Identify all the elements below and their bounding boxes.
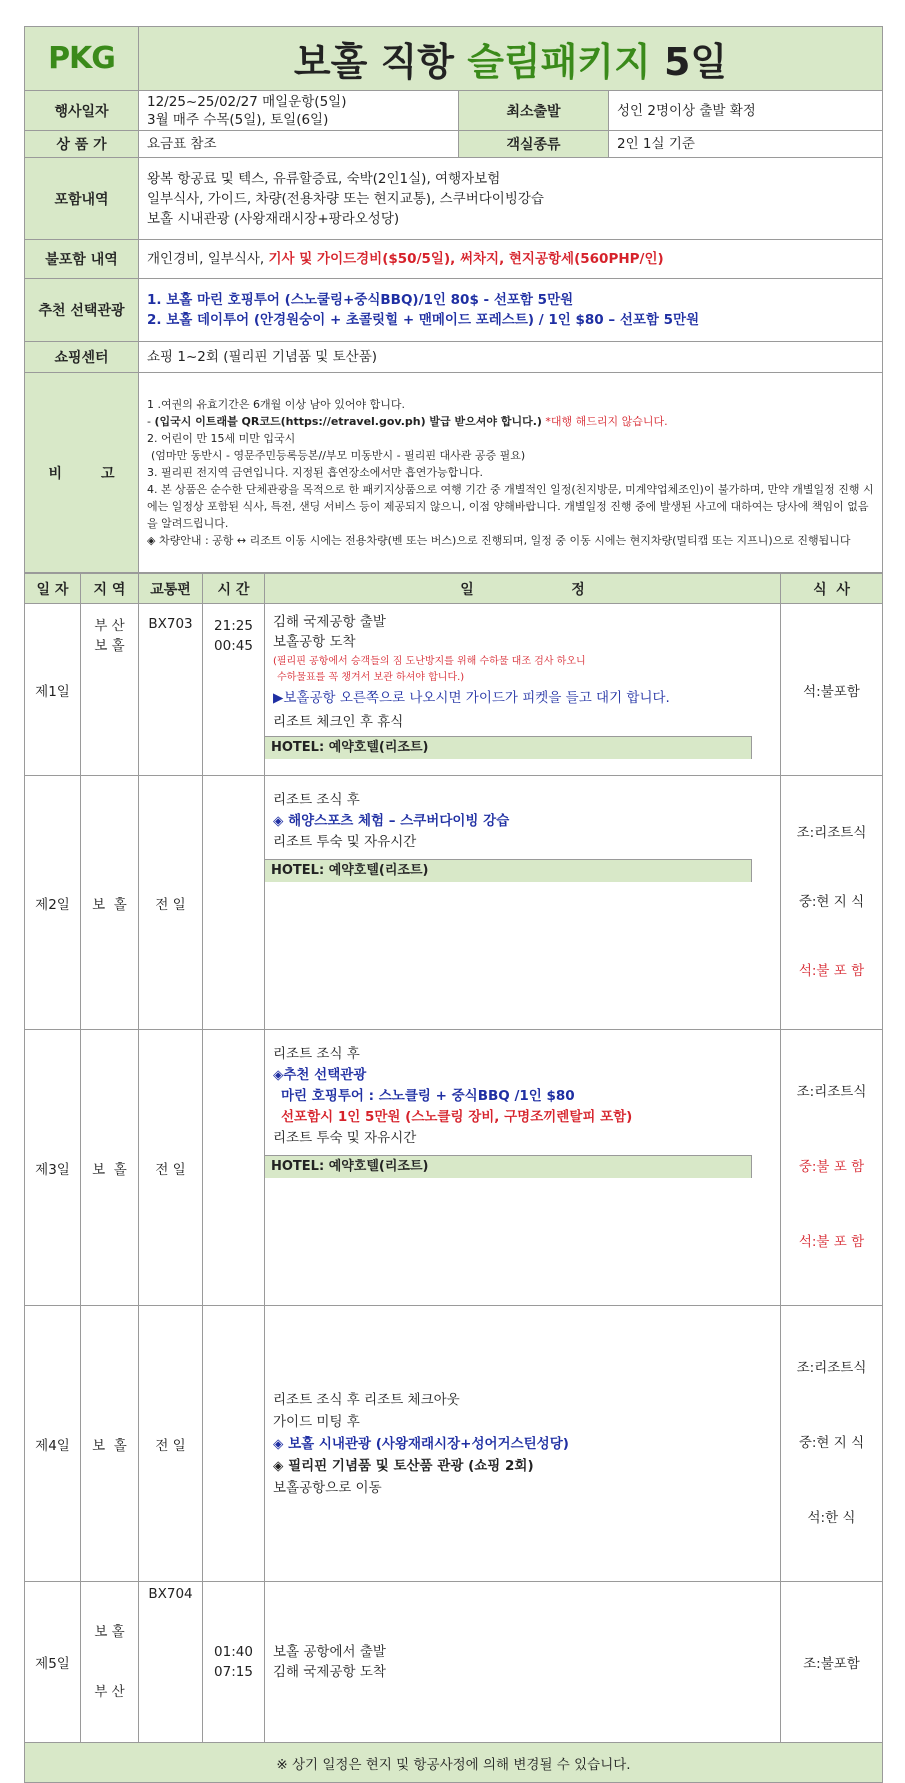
day-meal xyxy=(781,1306,883,1582)
dates-line2: 3월 매주 수목(5일), 토일(6일) xyxy=(147,111,329,128)
time-line: 21:25 xyxy=(214,618,253,634)
day-time xyxy=(203,776,265,1030)
included-line: 왕복 항공료 및 텍스, 유류할증료, 숙박(2인1실), 여행자보험 xyxy=(147,170,501,187)
shopping-label: 쇼핑센터 xyxy=(25,342,139,373)
itin-highlight: 선포함시 1인 5만원 (스노클링 장비, 구명조끼렌탈피 포함) xyxy=(281,1109,633,1125)
excluded-red: 기사 및 가이드경비($50/5일), 써차지, 현지공항세(560PHP/인) xyxy=(268,251,664,267)
day-transport: 전 일 xyxy=(139,776,203,1030)
day-row xyxy=(25,776,883,1030)
day-row xyxy=(25,1582,883,1743)
day-row xyxy=(25,1030,883,1306)
day-region: 보 홀 xyxy=(81,776,139,1030)
itin-highlight: 마린 호핑투어 : 스노클링 + 중식BBQ /1인 $80 xyxy=(281,1088,575,1104)
day-region xyxy=(81,604,139,776)
remark-2-red: *대행 해드리지 않습니다. xyxy=(541,415,668,428)
itin-line: 리조트 조식 후 리조트 체크아웃 xyxy=(273,1391,460,1408)
day-time xyxy=(203,1582,265,1743)
excluded-normal: 개인경비, 일부식사, xyxy=(147,251,269,267)
itin-note: (필리핀 공항에서 승객들의 짐 도난방지를 위해 수하물 대조 검사 하오니 xyxy=(273,656,586,667)
day-row xyxy=(25,1306,883,1582)
title-part1: 보홀 직항 xyxy=(293,40,468,84)
logo: PKG xyxy=(25,27,139,91)
region-line: 보 홀 xyxy=(94,638,125,654)
itin-highlight: ◈ 필리핀 기념품 및 토산품 관광 (쇼핑 2회) xyxy=(273,1457,534,1474)
day-label: 제5일 xyxy=(25,1582,81,1743)
page-title xyxy=(139,27,883,91)
col-region: 지 역 xyxy=(81,574,139,604)
remark-1: 1 .여권의 유효기간은 6개월 이상 남아 있어야 합니다. xyxy=(147,398,405,411)
day-itinerary xyxy=(265,604,781,776)
itin-line: 리조트 조식 후 xyxy=(273,792,360,808)
day-label: 제4일 xyxy=(25,1306,81,1582)
room-label: 객실종류 xyxy=(459,131,609,158)
remarks-label: 비 고 xyxy=(25,373,139,573)
day-transport: BX703 xyxy=(139,604,203,776)
shopping-value: 쇼핑 1~2회 (필리핀 기념품 및 토산품) xyxy=(139,342,883,373)
col-itinerary: 일 정 xyxy=(265,574,781,604)
itin-highlight: ◈추천 선택관광 xyxy=(273,1067,367,1083)
hotel-bar: HOTEL: 예약호텔(리조트) xyxy=(265,1155,752,1178)
excluded-label: 불포함 내역 xyxy=(25,240,139,279)
optional-value xyxy=(139,279,883,342)
day-transport: BX704 xyxy=(139,1582,203,1743)
day-itinerary xyxy=(265,776,781,1030)
itin-line: 보홀공항 도착 xyxy=(273,634,356,650)
remark-6: 4. 본 상품은 순수한 단체관광을 목적으로 한 패키지상품으로 여행 기간 중 개별적인 일정(친지방문, 미계약업체조인)이 불가하며, 만약 개별일정 진행 시에는 일정상 포함된 식사, 특전, 샌딩 서비스 등이 제공되지 않으니, 이점 양해바랍니다. 개별일정 진행 중에 발생된 사고에 대하여는 당사에 책임이 없음을 알려드립니다. xyxy=(147,483,874,530)
day-itinerary xyxy=(265,1582,781,1743)
itin-line: 리조트 조식 후 xyxy=(273,1046,360,1062)
title-part3: 5일 xyxy=(650,40,728,84)
day-meal xyxy=(781,1030,883,1306)
included-line: 보홀 시내관광 (사왕재래시장+팡라오성당) xyxy=(147,210,400,227)
hotel-bar: HOTEL: 예약호텔(리조트) xyxy=(265,859,752,882)
dates-label: 행사일자 xyxy=(25,91,139,131)
itin-line: 리조트 투숙 및 자유시간 xyxy=(273,834,417,850)
meal-line: 중:불 포 함 xyxy=(798,1159,865,1175)
region-line: 부 산 xyxy=(94,1684,125,1700)
excluded-value xyxy=(139,240,883,279)
included-line: 일부식사, 가이드, 차량(전용차량 또는 현지교통), 스쿠버다이빙강습 xyxy=(147,190,544,207)
day-meal xyxy=(781,776,883,1030)
time-line: 01:40 xyxy=(214,1644,253,1660)
schedule-table xyxy=(24,573,883,1783)
time-line: 00:45 xyxy=(214,638,253,654)
day-label: 제1일 xyxy=(25,604,81,776)
col-time: 시 간 xyxy=(203,574,265,604)
price-label: 상 품 가 xyxy=(25,131,139,158)
day-region: 보 홀 xyxy=(81,1030,139,1306)
day-row xyxy=(25,604,883,776)
remark-2-prefix: - xyxy=(147,415,155,428)
meal-line: 석:불 포 함 xyxy=(798,963,865,979)
col-transport: 교통편 xyxy=(139,574,203,604)
info-table xyxy=(24,26,883,573)
min-value: 성인 2명이상 출발 확정 xyxy=(609,91,883,131)
dates-line1: 12/25~25/02/27 매일운항(5일) xyxy=(147,93,347,110)
time-line: 07:15 xyxy=(214,1664,253,1680)
remark-2-bold: (입국시 이트래블 QR코드(https://etravel.gov.ph) 발급 받으셔야 합니다.) xyxy=(154,415,542,428)
dates-value xyxy=(139,91,459,131)
remark-5: 3. 필리핀 전지역 금연입니다. 지정된 흡연장소에서만 흡연가능합니다. xyxy=(147,466,483,479)
col-meal: 식 사 xyxy=(781,574,883,604)
title-part2: 슬림패키지 xyxy=(467,40,651,84)
meal-line: 조:리조트식 xyxy=(796,825,867,841)
room-value: 2인 1실 기준 xyxy=(609,131,883,158)
min-label: 최소출발 xyxy=(459,91,609,131)
day-meal: 조:불포함 xyxy=(781,1582,883,1743)
region-line: 보 홀 xyxy=(94,1624,125,1640)
optional-line: 1. 보홀 마린 호핑투어 (스노쿨링+중식BBQ)/1인 80$ - 선포함 5만원 xyxy=(147,292,574,308)
day-time xyxy=(203,1030,265,1306)
day-time xyxy=(203,604,265,776)
optional-line: 2. 보홀 데이투어 (안경원숭이 + 초콜릿힐 + 맨메이드 포레스트) / 1인 $80 – 선포함 5만원 xyxy=(147,312,700,328)
remark-3: 2. 어린이 만 15세 미만 입국시 xyxy=(147,432,296,445)
included-value xyxy=(139,158,883,240)
day-region xyxy=(81,1582,139,1743)
meal-line: 석:한 식 xyxy=(807,1510,856,1526)
day-transport: 전 일 xyxy=(139,1306,203,1582)
meal-line: 석:불 포 함 xyxy=(798,1234,865,1250)
itin-line: 김해 국제공항 출발 xyxy=(273,614,386,630)
price-value: 요금표 참조 xyxy=(139,131,459,158)
itin-line: 리조트 투숙 및 자유시간 xyxy=(273,1130,417,1146)
footer-notice: ※ 상기 일정은 현지 및 항공사정에 의해 변경될 수 있습니다. xyxy=(25,1743,883,1783)
day-meal: 석:불포함 xyxy=(781,604,883,776)
meal-line: 조:리조트식 xyxy=(796,1360,867,1376)
itin-line: 리조트 체크인 후 휴식 xyxy=(273,714,404,730)
day-region: 보 홀 xyxy=(81,1306,139,1582)
remark-4: (엄마만 동반시 - 영문주민등록등본//부모 미동반시 - 필리핀 대사관 공증 필요) xyxy=(151,449,526,462)
meal-line: 중:현 지 식 xyxy=(798,894,865,910)
itin-line: 가이드 미팅 후 xyxy=(273,1413,360,1430)
region-line: 부 산 xyxy=(94,618,125,634)
itin-highlight: ◈ 보홀 시내관광 (사왕재래시장+성어거스틴성당) xyxy=(273,1435,569,1452)
optional-label: 추천 선택관광 xyxy=(25,279,139,342)
day-label: 제2일 xyxy=(25,776,81,1030)
itin-highlight: ◈ 해양스포츠 체험 – 스쿠버다이빙 강습 xyxy=(273,813,510,829)
itin-line: 김해 국제공항 도착 xyxy=(273,1664,386,1680)
day-transport: 전 일 xyxy=(139,1030,203,1306)
hotel-bar: HOTEL: 예약호텔(리조트) xyxy=(265,736,752,759)
itin-note: 수하물표를 꼭 챙겨서 보관 하셔야 합니다.) xyxy=(277,672,465,683)
remark-7: ◈ 차량안내 : 공항 ↔ 리조트 이동 시에는 전용차량(벤 또는 버스)으로 진행되며, 일정 중 이동 시에는 현지차량(멀티캡 또는 지프니)으로 진행됩니다 xyxy=(147,534,851,547)
remarks-value xyxy=(139,373,883,573)
day-itinerary xyxy=(265,1306,781,1582)
day-time xyxy=(203,1306,265,1582)
included-label: 포함내역 xyxy=(25,158,139,240)
remark-2 xyxy=(147,413,878,430)
meal-line: 조:리조트식 xyxy=(796,1084,867,1100)
meal-line: 중:현 지 식 xyxy=(798,1435,865,1451)
itin-line: 보홀 공항에서 출발 xyxy=(273,1644,386,1660)
itin-highlight: ▶보홀공항 오른쪽으로 나오시면 가이드가 피켓을 들고 대기 합니다. xyxy=(273,690,670,706)
day-itinerary xyxy=(265,1030,781,1306)
day-label: 제3일 xyxy=(25,1030,81,1306)
col-day: 일 자 xyxy=(25,574,81,604)
itin-line: 보홀공항으로 이동 xyxy=(273,1479,382,1496)
